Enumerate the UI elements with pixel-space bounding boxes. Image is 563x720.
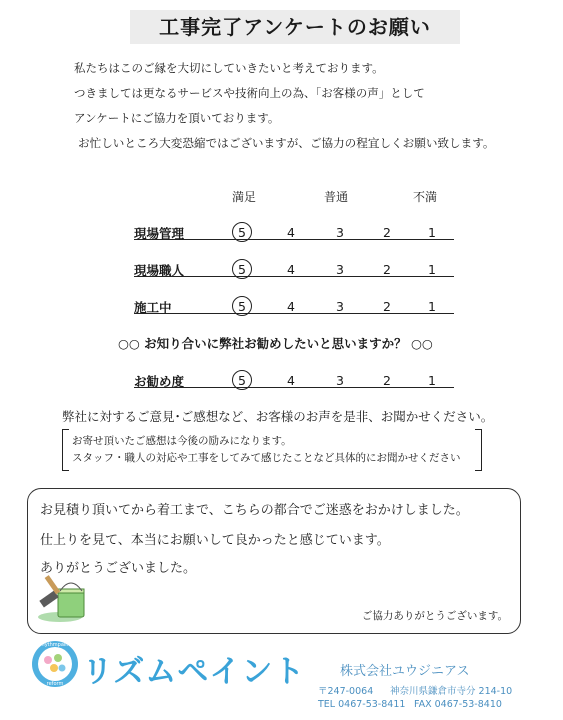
logo-badge-icon [30,638,80,690]
scale-normal: 普通 [324,190,349,204]
rating-label-site-craftsmen: 現場職人 [134,263,185,278]
score-5[interactable]: 5 [238,373,246,388]
logo-badge-text-top: rhythmpaint [39,642,71,648]
intro-line-1: 私たちはこのご縁を大切にしていきたいと考えております。 [74,61,384,75]
score-3[interactable]: 3 [336,262,344,277]
intro-line-3: アンケートにご協力を頂いております。 [74,111,280,125]
score-1[interactable]: 1 [428,373,436,388]
paint-can-illustration [36,567,92,625]
score-4[interactable]: 4 [287,373,295,388]
recommend-question: ○○ お知り合いに弊社お勧めしたいと思いますか？ ○○ [118,336,433,351]
note-line-2: スタッフ・職人の対応や工事をしてみて感じたことなど具体的にお聞かせください [72,452,461,464]
score-3[interactable]: 3 [336,373,344,388]
note-bracket [62,429,482,469]
scale-satisfied: 満足 [232,190,257,204]
score-4[interactable]: 4 [287,225,295,240]
score-3[interactable]: 3 [336,299,344,314]
score-3[interactable]: 3 [336,225,344,240]
brand-name: リズムペイント [82,654,306,690]
bracket-right [475,429,482,471]
score-1[interactable]: 1 [428,225,436,240]
logo-badge-text-bottom: reform [46,681,64,687]
page-title: 工事完了アンケートのお願い [130,10,460,44]
score-5[interactable]: 5 [238,262,246,277]
company-tel: TEL 0467-53-8411 [318,699,406,710]
thanks-text: ご協力ありがとうございます。 [361,610,508,622]
handwritten-line-2: 仕上りを見て、本当にお願いして良かったと感じています。 [40,533,390,548]
rating-label-during-construction: 施工中 [134,300,172,315]
rating-label-recommend: お勧め度 [134,374,185,389]
intro-line-2: つきましては更なるサービスや技術向上の為、「お客様の声」として [74,86,425,100]
score-2[interactable]: 2 [383,299,391,314]
score-2[interactable]: 2 [383,262,391,277]
score-1[interactable]: 1 [428,262,436,277]
score-1[interactable]: 1 [428,299,436,314]
company-address: 神奈川県鎌倉市寺分 214-10 [390,686,513,697]
handwritten-line-1: お見積り頂いてから着工まで、こちらの都合でご迷惑をおかけしました。 [40,503,469,518]
comment-box[interactable] [27,488,521,634]
rating-label-site-management: 現場管理 [134,226,185,241]
bracket-left [62,429,69,471]
score-2[interactable]: 2 [383,373,391,388]
scale-dissatisfied: 不満 [413,190,438,204]
score-4[interactable]: 4 [287,299,295,314]
handwritten-line-3: ありがとうございました。 [40,561,197,576]
score-2[interactable]: 2 [383,225,391,240]
feedback-request: 弊社に対するご意見･ご感想など、お客様のお声を是非、お聞かせください。 [62,409,494,424]
company-fax: FAX 0467-53-8410 [414,699,502,710]
intro-line-4: お忙しいところ大変恐縮ではございますが、ご協力の程宜しくお願い致します。 [78,136,495,150]
score-5[interactable]: 5 [238,299,246,314]
company-name: 株式会社ユウジニアス [340,664,470,679]
company-postal: 〒247-0064 [318,686,374,697]
note-line-1: お寄せ頂いたご感想は今後の励みになります。 [72,435,292,447]
score-5[interactable]: 5 [238,225,246,240]
score-4[interactable]: 4 [287,262,295,277]
